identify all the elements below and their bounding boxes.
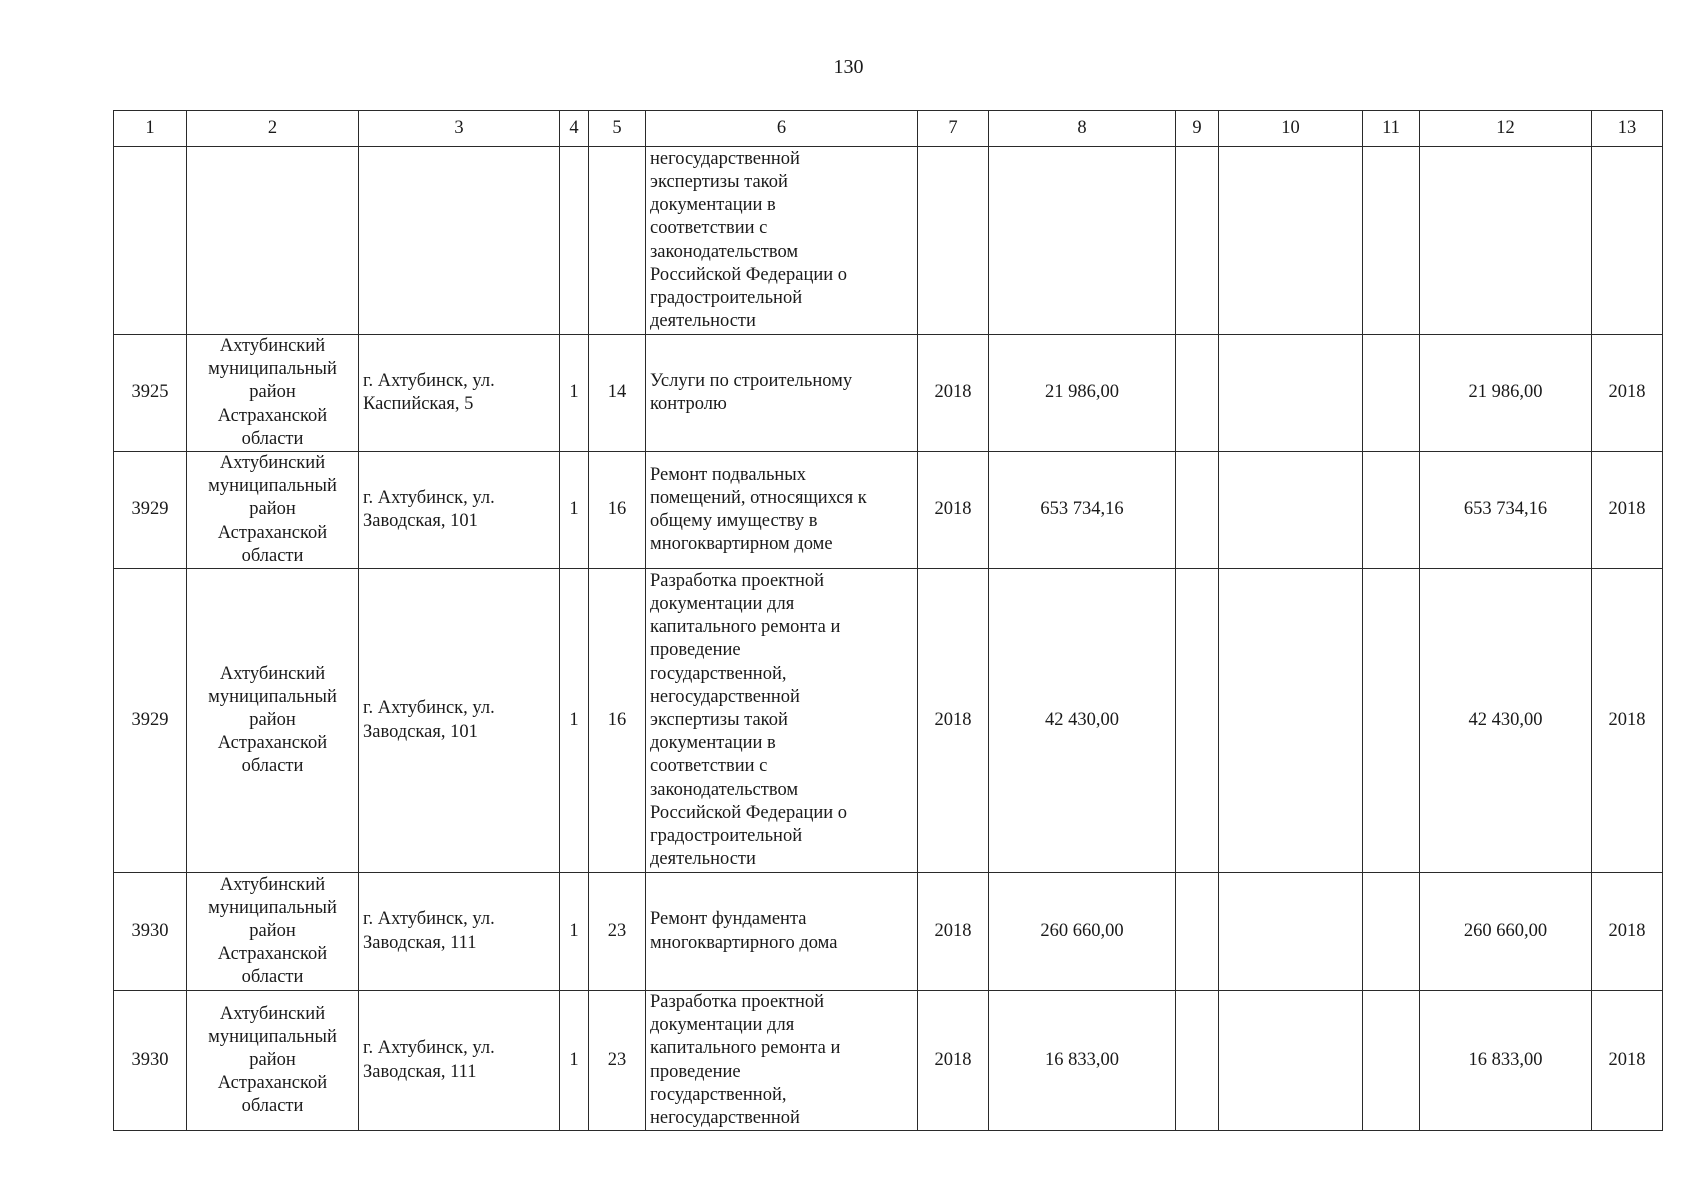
cell-col-10	[1219, 147, 1363, 335]
table-row	[114, 991, 1663, 1131]
table-row	[114, 569, 1663, 873]
header-col-10: 10	[1219, 111, 1363, 147]
header-col-3: 3	[359, 111, 560, 147]
cell-col-12	[1420, 147, 1592, 335]
cell-col-13: 2018	[1592, 991, 1663, 1131]
cell-number: 3929	[114, 569, 187, 873]
cell-cost: 16 833,00	[989, 991, 1176, 1131]
cell-col-5: 14	[589, 335, 646, 452]
cell-year	[918, 147, 989, 335]
cell-col-11	[1363, 335, 1420, 452]
cell-address: г. Ахтубинск, ул. Заводская, 101	[359, 569, 560, 873]
table-row	[114, 452, 1663, 569]
cell-col-4: 1	[560, 452, 589, 569]
cell-col-4	[560, 147, 589, 335]
cell-col-12: 16 833,00	[1420, 991, 1592, 1131]
register-table	[113, 110, 1663, 1131]
cell-work-type: Разработка проектной документации для капитального ремонта и проведение государственной, негосударственной	[646, 991, 918, 1131]
cell-col-10	[1219, 452, 1363, 569]
cell-number	[114, 147, 187, 335]
header-col-4: 4	[560, 111, 589, 147]
header-col-12: 12	[1420, 111, 1592, 147]
cell-col-5	[589, 147, 646, 335]
cell-col-13: 2018	[1592, 452, 1663, 569]
cell-address: г. Ахтубинск, ул. Каспийская, 5	[359, 335, 560, 452]
cell-col-12: 653 734,16	[1420, 452, 1592, 569]
cell-address: г. Ахтубинск, ул. Заводская, 101	[359, 452, 560, 569]
cell-work-type: Ремонт фундамента многоквартирного дома	[646, 873, 918, 991]
header-col-7: 7	[918, 111, 989, 147]
cell-year: 2018	[918, 873, 989, 991]
cell-col-4: 1	[560, 335, 589, 452]
cell-municipality: Ахтубинский муниципальный район Астраханской области	[187, 991, 359, 1131]
cell-work-type: негосударственной экспертизы такой документации в соответствии с законодательством Российской Федерации о градостроительной деятельности	[646, 147, 918, 335]
cell-col-11	[1363, 873, 1420, 991]
cell-col-12: 42 430,00	[1420, 569, 1592, 873]
cell-col-10	[1219, 991, 1363, 1131]
cell-address: г. Ахтубинск, ул. Заводская, 111	[359, 991, 560, 1131]
cell-col-13: 2018	[1592, 569, 1663, 873]
cell-col-13: 2018	[1592, 873, 1663, 991]
header-col-2: 2	[187, 111, 359, 147]
cell-col-9	[1176, 991, 1219, 1131]
cell-cost: 42 430,00	[989, 569, 1176, 873]
cell-col-9	[1176, 569, 1219, 873]
cell-col-9	[1176, 873, 1219, 991]
cell-col-12: 21 986,00	[1420, 335, 1592, 452]
cell-number: 3930	[114, 873, 187, 991]
cell-cost: 21 986,00	[989, 335, 1176, 452]
header-col-6: 6	[646, 111, 918, 147]
cell-year: 2018	[918, 452, 989, 569]
cell-col-13	[1592, 147, 1663, 335]
cell-col-5: 16	[589, 452, 646, 569]
cell-col-10	[1219, 335, 1363, 452]
table-row	[114, 147, 1663, 335]
cell-work-type: Ремонт подвальных помещений, относящихся к общему имуществу в многоквартирном доме	[646, 452, 918, 569]
cell-cost: 653 734,16	[989, 452, 1176, 569]
cell-year: 2018	[918, 335, 989, 452]
cell-col-10	[1219, 569, 1363, 873]
cell-col-11	[1363, 147, 1420, 335]
cell-col-4: 1	[560, 991, 589, 1131]
cell-year: 2018	[918, 991, 989, 1131]
cell-col-10	[1219, 873, 1363, 991]
page-number: 130	[833, 56, 864, 78]
cell-municipality: Ахтубинский муниципальный район Астраханской области	[187, 452, 359, 569]
cell-address	[359, 147, 560, 335]
cell-col-4: 1	[560, 569, 589, 873]
header-col-9: 9	[1176, 111, 1219, 147]
cell-col-11	[1363, 452, 1420, 569]
cell-municipality	[187, 147, 359, 335]
cell-address: г. Ахтубинск, ул. Заводская, 111	[359, 873, 560, 991]
cell-col-5: 23	[589, 873, 646, 991]
cell-number: 3930	[114, 991, 187, 1131]
cell-number: 3925	[114, 335, 187, 452]
header-row	[114, 111, 1663, 147]
header-col-1: 1	[114, 111, 187, 147]
header-col-8: 8	[989, 111, 1176, 147]
cell-col-13: 2018	[1592, 335, 1663, 452]
cell-cost	[989, 147, 1176, 335]
cell-col-5: 16	[589, 569, 646, 873]
cell-col-12: 260 660,00	[1420, 873, 1592, 991]
table-row	[114, 335, 1663, 452]
cell-col-9	[1176, 147, 1219, 335]
cell-cost: 260 660,00	[989, 873, 1176, 991]
cell-col-11	[1363, 569, 1420, 873]
cell-municipality: Ахтубинский муниципальный район Астраханской области	[187, 335, 359, 452]
cell-col-9	[1176, 335, 1219, 452]
cell-col-9	[1176, 452, 1219, 569]
cell-col-5: 23	[589, 991, 646, 1131]
cell-municipality: Ахтубинский муниципальный район Астраханской области	[187, 873, 359, 991]
cell-year: 2018	[918, 569, 989, 873]
header-col-11: 11	[1363, 111, 1420, 147]
header-col-13: 13	[1592, 111, 1663, 147]
cell-number: 3929	[114, 452, 187, 569]
table-row	[114, 873, 1663, 991]
cell-work-type: Услуги по строительному контролю	[646, 335, 918, 452]
header-col-5: 5	[589, 111, 646, 147]
cell-municipality: Ахтубинский муниципальный район Астраханской области	[187, 569, 359, 873]
cell-work-type: Разработка проектной документации для капитального ремонта и проведение государственной, негосударственной экспертизы такой документации в соответствии с законодательством Российской Федерации о градостроительной деятельности	[646, 569, 918, 873]
cell-col-11	[1363, 991, 1420, 1131]
cell-col-4: 1	[560, 873, 589, 991]
